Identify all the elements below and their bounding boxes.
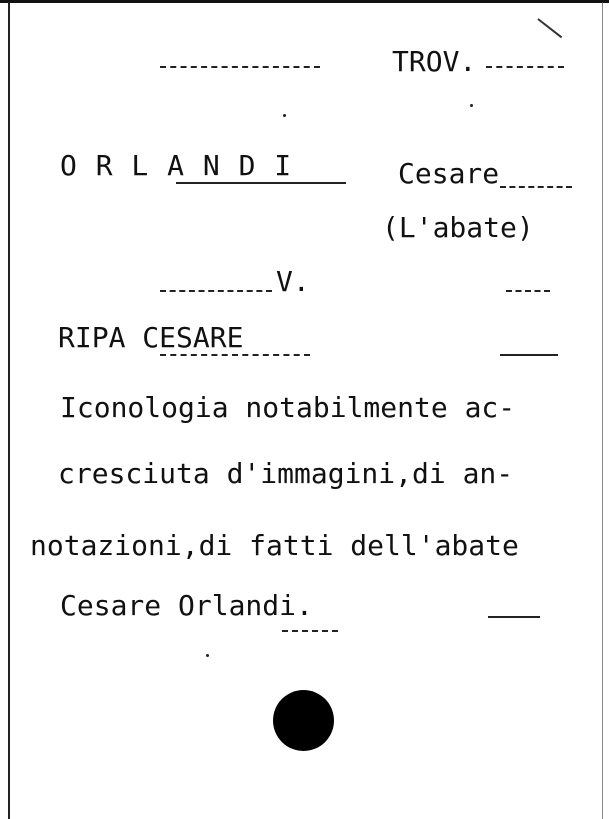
author-role: (L'abate) (382, 211, 534, 244)
punch-hole (273, 690, 334, 751)
card-left-edge (8, 2, 10, 819)
title-line-1: Iconologia notabilmente ac- (60, 391, 516, 424)
see-rule-right (506, 290, 550, 292)
see-reference: RIPA CESARE (58, 321, 244, 354)
header-tag: TROV. (392, 45, 477, 78)
title-end-squiggle (282, 630, 338, 632)
title-line-4: Cesare Orlandi. (60, 589, 313, 622)
ink-speck (206, 654, 209, 657)
corner-mark (537, 18, 562, 38)
author-surname-underline (176, 182, 346, 184)
see-rule-left (160, 290, 272, 292)
author-given-rule (500, 186, 572, 188)
see-reference-rule-right (500, 354, 558, 356)
card-right-edge (602, 2, 603, 819)
header-rule-right (486, 66, 564, 68)
author-given-name: Cesare (398, 157, 500, 190)
title-end-rule (488, 616, 540, 618)
card-top-edge (0, 0, 609, 3)
see-marker: V. (276, 265, 310, 298)
ink-speck (470, 104, 473, 107)
title-line-2: cresciuta d'immagini,di an- (58, 457, 514, 490)
author-surname: O R L A N D I (60, 149, 293, 182)
see-reference-underline (160, 354, 310, 356)
ink-speck (283, 114, 286, 117)
header-rule-left (160, 66, 320, 68)
title-line-3: notazioni,di fatti dell'abate (30, 529, 519, 562)
